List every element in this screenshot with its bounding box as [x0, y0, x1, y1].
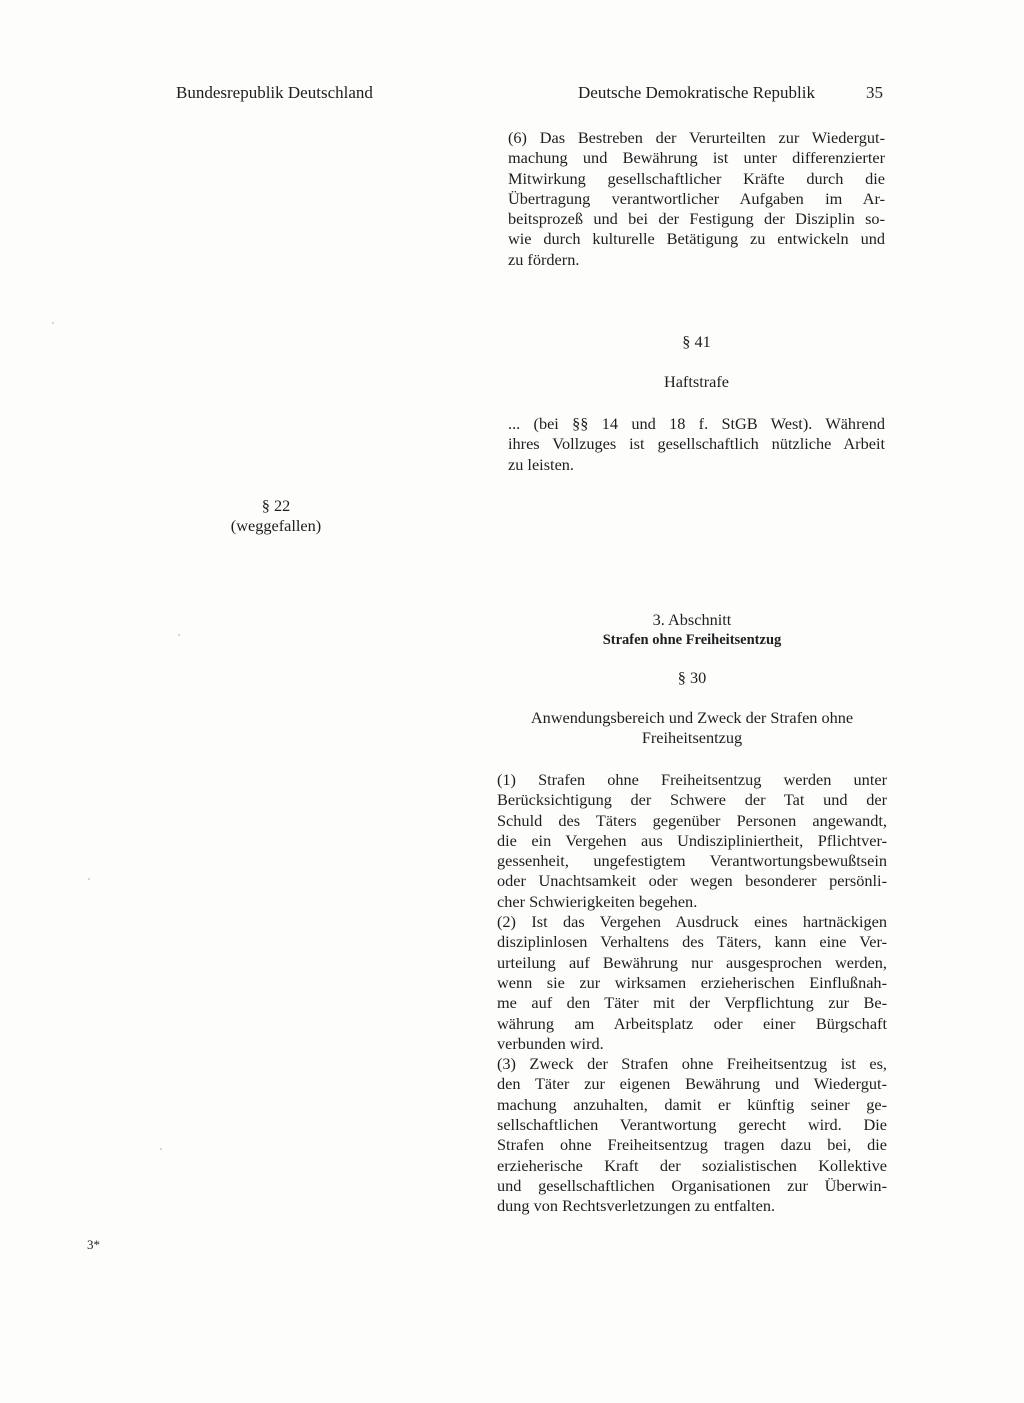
- text-line: me auf den Täter mit der Verpflichtung zur Be-: [497, 993, 887, 1013]
- text-line: währung am Arbeitsplatz oder einer Bürgschaft: [497, 1013, 887, 1033]
- page-number: 35: [866, 83, 883, 102]
- scan-speck: [160, 1148, 162, 1150]
- text-line: ... (bei §§ 14 und 18 f. StGB West). Während: [508, 414, 885, 433]
- text-line: wie durch kulturelle Betätigung zu entwickeln und: [508, 229, 885, 249]
- header-left-title: Bundesrepublik Deutschland: [176, 83, 373, 102]
- signature-mark: 3*: [87, 1237, 100, 1252]
- text-line: (6) Das Bestreben der Verurteilten zur Wiedergut-: [508, 128, 885, 147]
- text-line: gessenheit, ungefestigtem Verantwortungsbewußtsein: [497, 851, 887, 871]
- section-41-number: § 41: [682, 332, 711, 351]
- text-line: und gesellschaftlichen Organisationen zur Überwin-: [497, 1175, 887, 1195]
- text-line: zu fördern.: [508, 249, 580, 269]
- text-line: machung und Bewährung ist unter differenzierter: [508, 148, 885, 168]
- section-41-text: [508, 414, 885, 475]
- text-line: Berücksichtigung der Schwere der Tat und der: [497, 790, 887, 810]
- scan-speck: [52, 322, 54, 324]
- text-line: wenn sie zur wirksamen erzieherischen Einflußnah-: [497, 972, 887, 992]
- text-line: Mitwirkung gesellschaftlicher Kräfte durch die: [508, 168, 885, 188]
- text-line: Strafen ohne Freiheitsentzug tragen dazu bei, die: [497, 1135, 887, 1155]
- section-30-text: [497, 770, 887, 1217]
- section-30-number: § 30: [677, 668, 707, 687]
- text-line: (1) Strafen ohne Freiheitsentzug werden unter: [497, 770, 887, 789]
- text-line: ihres Vollzuges ist gesellschaftlich nützliche Arbeit: [508, 434, 885, 454]
- section-22-number: § 22: [261, 496, 291, 515]
- scan-speck: [88, 878, 90, 880]
- text-line: (3) Zweck der Strafen ohne Freiheitsentzug ist es,: [497, 1054, 887, 1074]
- text-line: verbunden wird.: [497, 1033, 604, 1053]
- text-line: die ein Vergehen aus Undiszipliniertheit, Pflichtver-: [497, 830, 887, 850]
- text-line: erzieherische Kraft der sozialistischen Kollektive: [497, 1155, 887, 1175]
- section-30-title: [497, 708, 887, 748]
- text-line: sellschaftlichen Verantwortung gerecht wird. Die: [497, 1115, 887, 1135]
- text-line: beitsprozeß und bei der Festigung der Disziplin so-: [508, 209, 885, 229]
- header-right-title: Deutsche Demokratische Republik: [578, 83, 815, 102]
- text-line: oder Unachtsamkeit oder wegen besonderer persönli-: [497, 871, 887, 891]
- text-line: Übertragung verantwortlicher Aufgaben im Ar-: [508, 188, 885, 208]
- chapter-number: 3. Abschnitt: [652, 610, 732, 629]
- text-line: (2) Ist das Vergehen Ausdruck eines hartnäckigen: [497, 912, 887, 932]
- text-line: Schuld des Täters gegenüber Personen angewandt,: [497, 810, 887, 830]
- section-41-title: Haftstrafe: [663, 372, 730, 391]
- title-line: Freiheitsentzug: [641, 728, 743, 747]
- text-line: urteilung auf Bewährung nur ausgesprochen werden,: [497, 952, 887, 972]
- paragraph-6: [508, 128, 885, 270]
- chapter-title: Strafen ohne Freiheitsentzug: [602, 632, 782, 648]
- title-line: Anwendungsbereich und Zweck der Strafen ohne: [530, 708, 854, 727]
- text-line: machung anzuhalten, damit er künftig seiner ge-: [497, 1094, 887, 1114]
- text-line: zu leisten.: [508, 454, 575, 474]
- section-22-note: (weggefallen): [230, 516, 322, 535]
- text-line: den Täter zur eigenen Bewährung und Wiedergut-: [497, 1074, 887, 1094]
- text-line: cher Schwierigkeiten begehen.: [497, 891, 698, 911]
- scan-speck: [178, 634, 180, 636]
- text-line: disziplinlosen Verhaltens des Täters, kann eine Ver-: [497, 932, 887, 952]
- text-line: dung von Rechtsverletzungen zu entfalten.: [497, 1196, 776, 1216]
